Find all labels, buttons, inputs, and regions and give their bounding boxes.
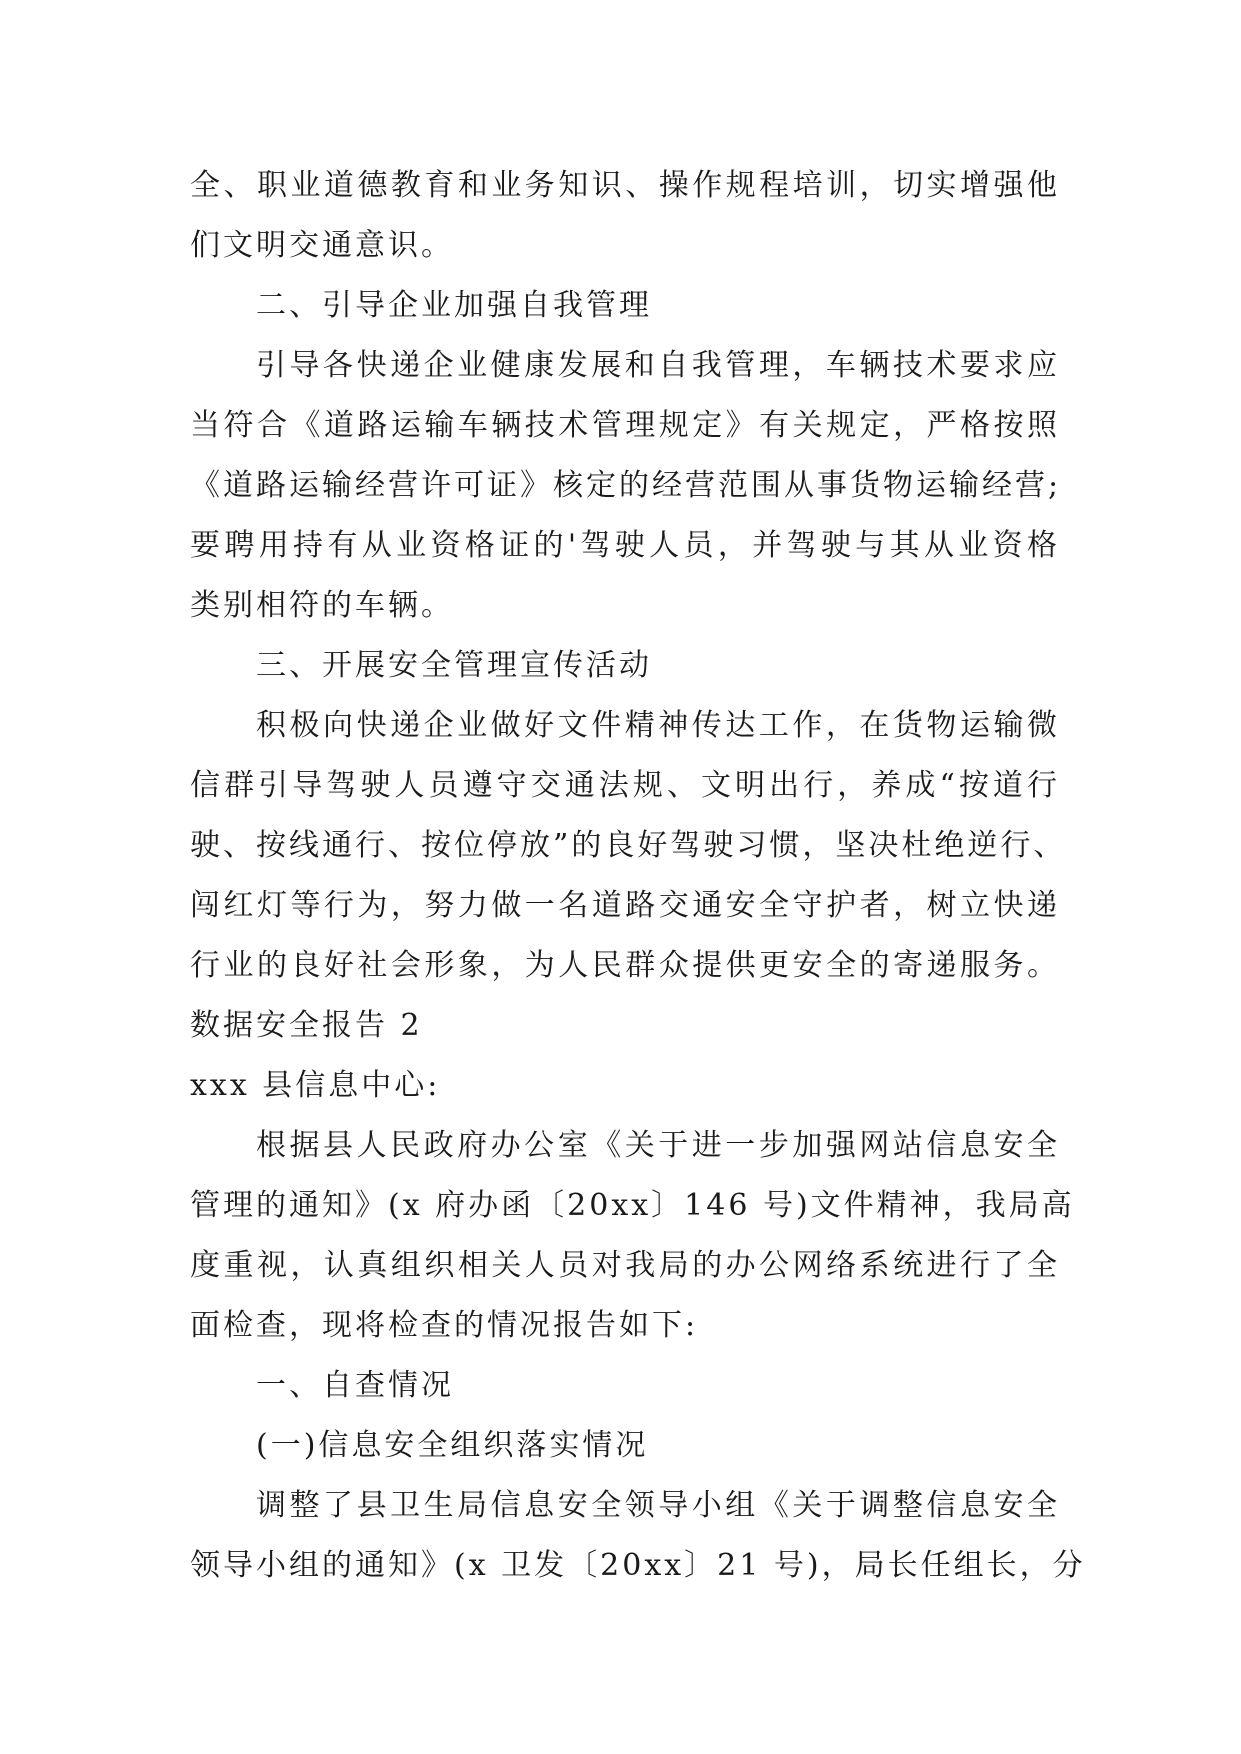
text-line: 闯红灯等行为，努力做一名道路交通安全守护者，树立快递 [190, 888, 1060, 923]
text-line: 数据安全报告 2 [190, 1008, 423, 1043]
document-page [190, 156, 1086, 1596]
text-line: 们文明交通意识。 [190, 228, 454, 263]
text-line: 一、自查情况 [256, 1368, 454, 1403]
text-line: xxx 县信息中心: [190, 1068, 441, 1103]
text-line: 面检查，现将检查的情况报告如下: [190, 1308, 699, 1343]
text-line: 领导小组的通知》(x 卫发〔20xx〕21 号)，局长任组长，分 [190, 1548, 1086, 1583]
text-line: 信群引导驾驶人员遵守交通法规、文明出行，养成“按道行 [190, 768, 1060, 803]
text-line: 三、开展安全管理宣传活动 [256, 648, 652, 683]
text-line: 驶、按线通行、按位停放”的良好驾驶习惯，坚决杜绝逆行、 [190, 828, 1067, 863]
text-line: (一)信息安全组织落实情况 [256, 1428, 649, 1463]
text-line: 度重视，认真组织相关人员对我局的办公网络系统进行了全 [190, 1248, 1060, 1283]
text-line: 二、引导企业加强自我管理 [256, 288, 652, 323]
text-line: 根据县人民政府办公室《关于进一步加强网站信息安全 [256, 1128, 1060, 1163]
text-line: 调整了县卫生局信息安全领导小组《关于调整信息安全 [256, 1488, 1060, 1523]
text-line: 要聘用持有从业资格证的'驾驶人员，并驾驶与其从业资格 [190, 528, 1060, 563]
text-line: 管理的通知》(x 府办函〔20xx〕146 号)文件精神，我局高 [190, 1188, 1075, 1223]
text-line: 类别相符的车辆。 [190, 588, 454, 623]
text-line: 行业的良好社会形象，为人民群众提供更安全的寄递服务。 [190, 948, 1060, 983]
text-line: 积极向快递企业做好文件精神传达工作，在货物运输微 [256, 708, 1060, 743]
text-line: 全、职业道德教育和业务知识、操作规程培训，切实增强他 [190, 168, 1060, 203]
text-line: 当符合《道路运输车辆技术管理规定》有关规定，严格按照 [190, 408, 1060, 443]
text-line: 《道路运输经营许可证》核定的经营范围从事货物运输经营; [190, 468, 1062, 503]
text-line: 引导各快递企业健康发展和自我管理，车辆技术要求应 [256, 348, 1060, 383]
